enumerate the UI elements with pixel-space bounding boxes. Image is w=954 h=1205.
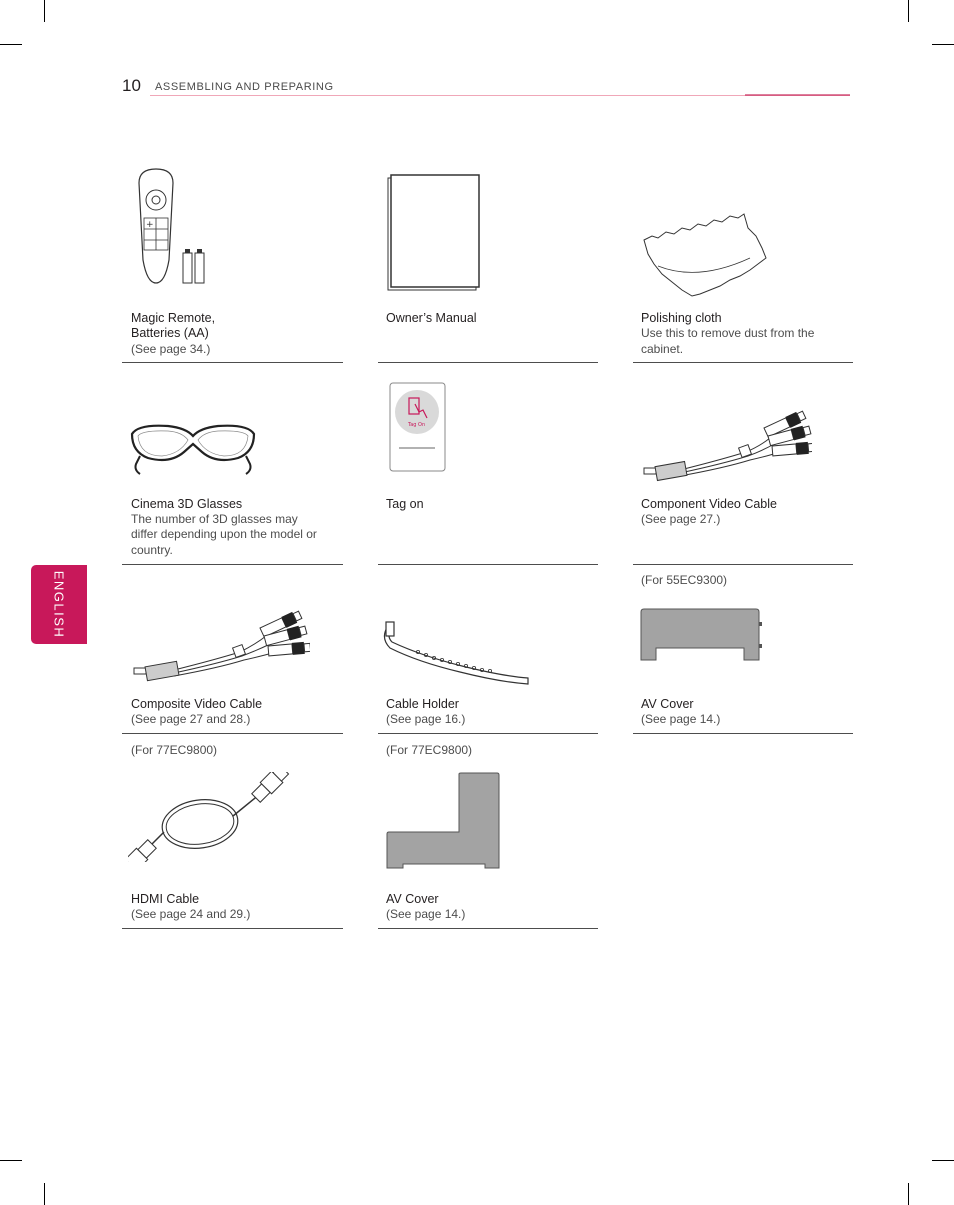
manual-book-icon [385, 172, 483, 292]
item-name: Cinema 3D Glasses [131, 497, 243, 511]
item-name: Owner’s Manual [386, 311, 477, 325]
item-name: AV Cover [641, 697, 694, 711]
item-name: Cable Holder [386, 697, 459, 711]
model-note: (For 77EC9800) [386, 743, 473, 757]
divider [122, 733, 343, 734]
item-name: AV Cover [386, 892, 439, 906]
cable-holder-icon [382, 620, 532, 686]
divider [122, 928, 343, 929]
item-desc: differ depending upon the model or [131, 527, 317, 541]
divider [633, 733, 853, 734]
language-tab [31, 565, 87, 644]
tag-on-logo-text: Tag On [408, 422, 426, 428]
divider [122, 362, 343, 363]
item-desc: Use this to remove dust from the [641, 326, 815, 340]
crop-mark [932, 44, 954, 45]
polishing-cloth-icon [638, 210, 770, 300]
item-desc: (See page 27 and 28.) [131, 712, 251, 726]
page-number: 10 [122, 76, 141, 95]
divider [378, 362, 598, 363]
item-desc: country. [131, 543, 173, 557]
crop-mark [0, 1160, 22, 1161]
item-name: Polishing cloth [641, 311, 722, 325]
item-name: Tag on [386, 497, 424, 511]
av-cover-icon [640, 608, 766, 664]
divider [633, 564, 853, 565]
item-name: Magic Remote, [131, 311, 216, 325]
item-name: Composite Video Cable [131, 697, 263, 711]
item-name: Batteries (AA) [131, 326, 209, 340]
item-desc: The number of 3D glasses may [131, 512, 298, 526]
item-desc: (See page 14.) [386, 907, 466, 921]
item-name: Component Video Cable [641, 497, 777, 511]
item-desc: (See page 27.) [641, 512, 721, 526]
hdmi-cable-icon [128, 772, 293, 862]
tag-on-icon [389, 382, 447, 474]
item-desc: (See page 34.) [131, 342, 211, 356]
language-tab-label: ENGLISH [51, 570, 67, 639]
model-note: (For 77EC9800) [131, 743, 218, 757]
divider [633, 362, 853, 363]
magic-remote-icon [135, 165, 220, 290]
header-rule-accent [745, 94, 850, 96]
divider [378, 564, 598, 565]
item-name: HDMI Cable [131, 892, 200, 906]
component-cable-icon [640, 410, 812, 485]
av-cover-l-icon [385, 772, 503, 870]
divider [378, 733, 598, 734]
item-desc: (See page 24 and 29.) [131, 907, 251, 921]
divider [378, 928, 598, 929]
item-desc: cabinet. [641, 342, 684, 356]
divider [122, 564, 343, 565]
crop-mark [932, 1160, 954, 1161]
item-desc: (See page 16.) [386, 712, 466, 726]
crop-mark [0, 44, 22, 45]
section-title: ASSEMBLING AND PREPARING [155, 81, 334, 93]
composite-cable-icon [130, 608, 310, 683]
crop-mark [44, 0, 45, 22]
model-note: (For 55EC9300) [641, 573, 728, 587]
3d-glasses-icon [128, 418, 258, 480]
item-desc: (See page 14.) [641, 712, 721, 726]
crop-mark [908, 1183, 909, 1205]
svg-text:+: + [146, 220, 154, 230]
crop-mark [44, 1183, 45, 1205]
crop-mark [908, 0, 909, 22]
